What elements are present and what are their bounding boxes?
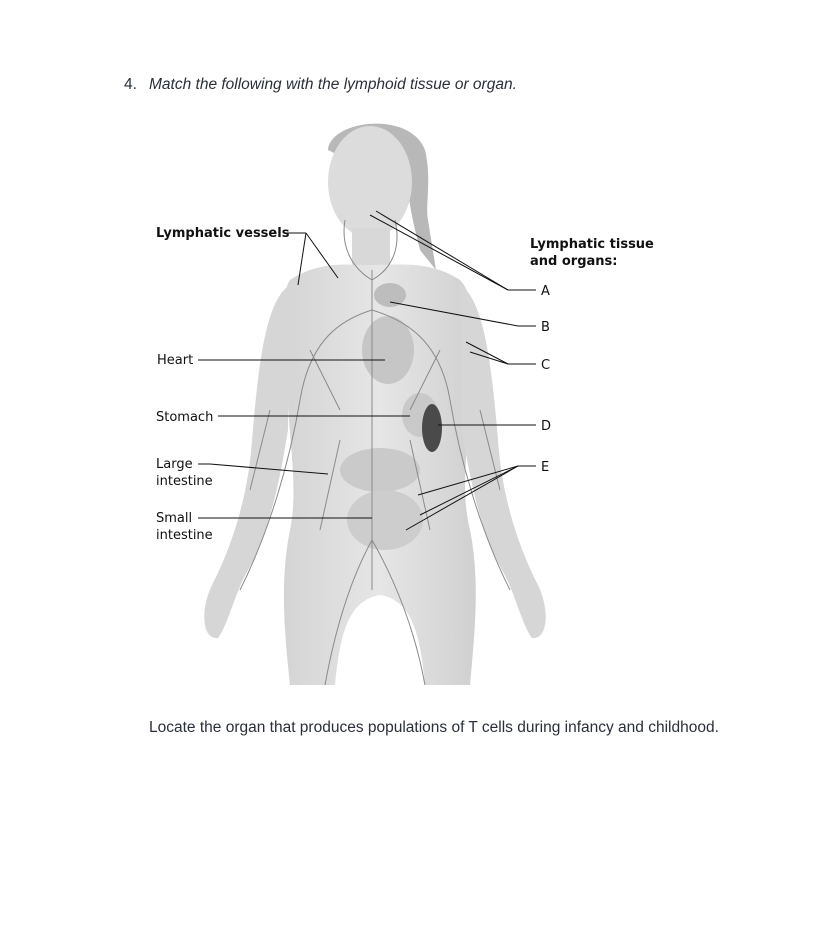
body-illustration (204, 124, 545, 685)
answer-letter-d: D (541, 419, 552, 434)
label-small-intestine-line1: Small (156, 511, 193, 526)
label-stomach: Stomach (156, 410, 214, 425)
answer-letter-c: C (541, 358, 551, 373)
label-and-organs-heading: and organs: (530, 254, 618, 269)
lymphatic-system-figure (140, 110, 680, 690)
label-lymphatic-vessels: Lymphatic vessels (156, 226, 290, 241)
question-number: 4. (124, 76, 137, 93)
question-instruction: Match the following with the lymphoid tissue or organ. (149, 76, 517, 93)
label-heart: Heart (157, 353, 194, 368)
label-large-intestine-line2: intestine (156, 474, 213, 489)
answer-letter-b: B (541, 320, 550, 335)
answer-letter-e: E (541, 460, 550, 475)
answer-letter-a: A (541, 284, 550, 299)
label-lymphatic-tissue-heading: Lymphatic tissue (530, 237, 654, 252)
label-small-intestine-line2: intestine (156, 528, 213, 543)
label-large-intestine-line1: Large (156, 457, 193, 472)
question-prompt: Locate the organ that produces populations of T cells during infancy and childhood. (149, 719, 719, 736)
